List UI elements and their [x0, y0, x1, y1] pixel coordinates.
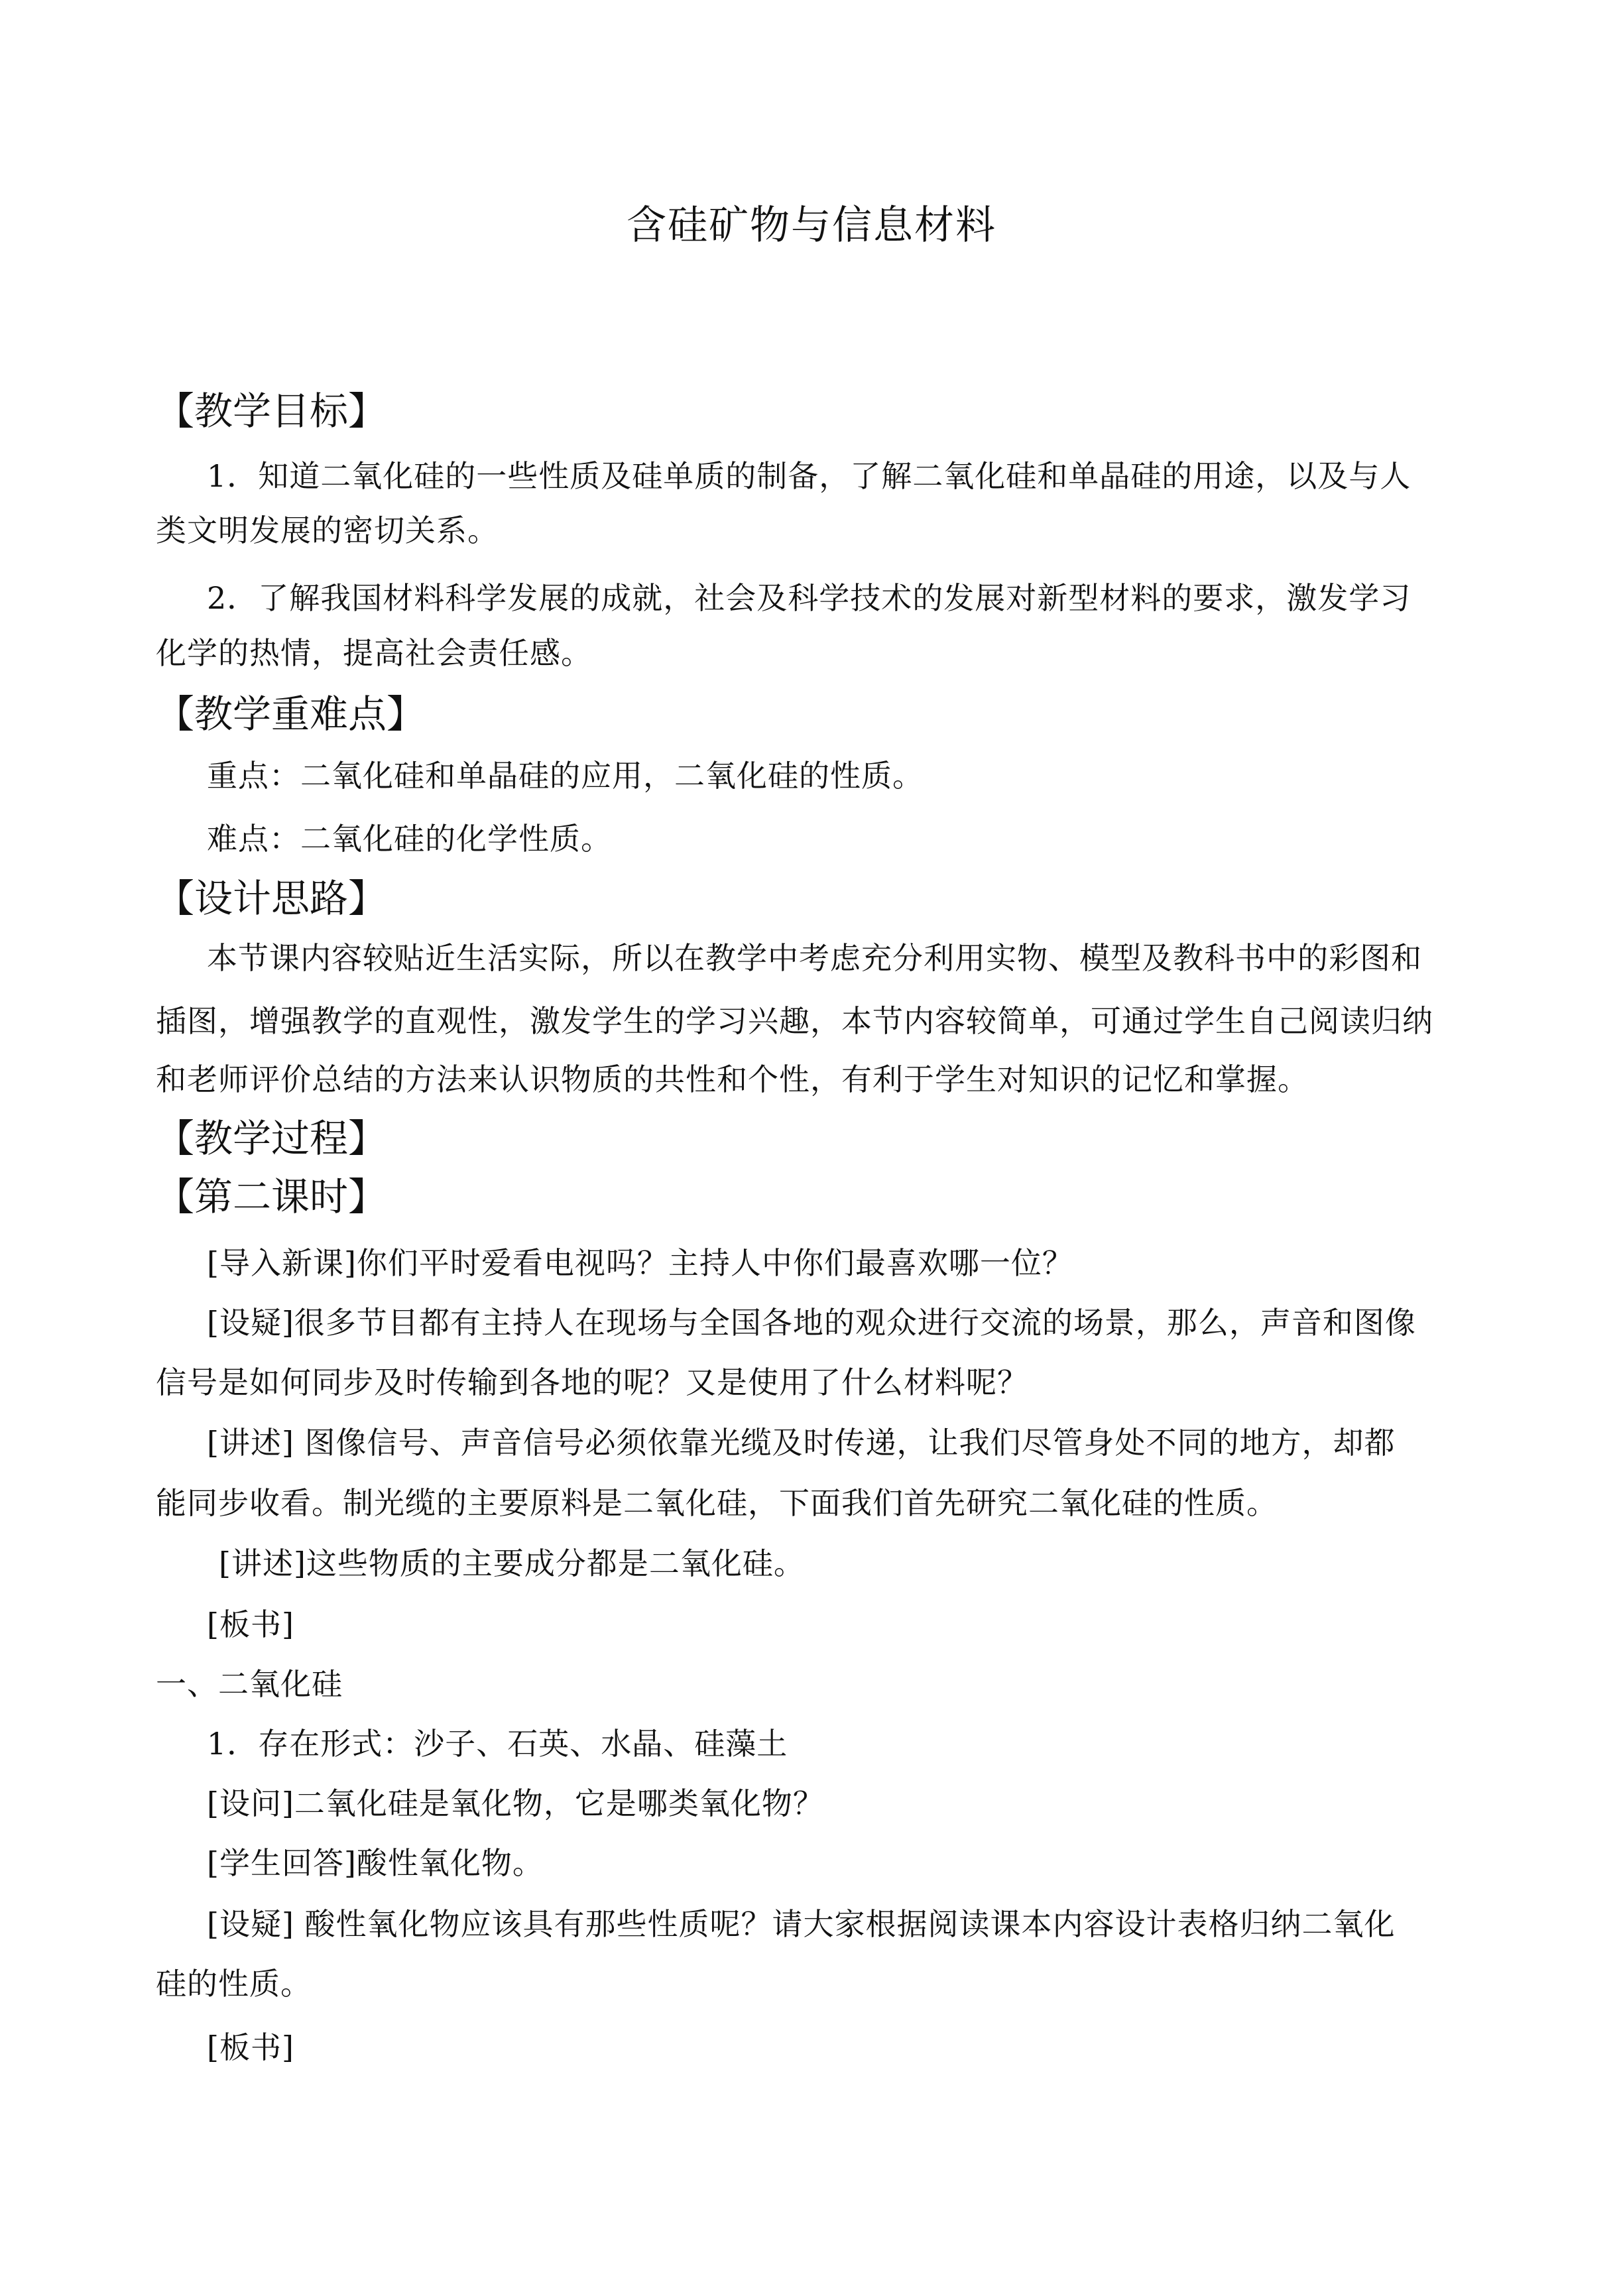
question-1-line-2: 信号是如何同步及时传输到各地的呢？又是使用了什么材料呢？ — [156, 1364, 1028, 1400]
key-point-difficulty: 难点：二氧化硅的化学性质。 — [207, 821, 612, 857]
design-line-2: 插图，增强教学的直观性，激发学生的学习兴趣，本节内容较简单，可通过学生自己阅读归纳 — [156, 1003, 1433, 1039]
section-1-heading: 一、二氧化硅 — [156, 1666, 343, 1702]
existence-line: 1．存在形式：沙子、石英、水晶、硅藻土 — [207, 1726, 788, 1762]
objective-1-line-1: 1．知道二氧化硅的一些性质及硅单质的制备，了解二氧化硅和单晶硅的用途，以及与人 — [207, 458, 1412, 494]
lecture-2-line: [讲述]这些物质的主要成分都是二氧化硅。 — [219, 1545, 805, 1581]
design-line-3: 和老师评价总结的方法来认识物质的共性和个性，有利于学生对知识的记忆和掌握。 — [156, 1061, 1309, 1097]
question-2-line-1: [设疑] 酸性氧化物应该具有那些性质呢？请大家根据阅读课本内容设计表格归纳二氧化 — [207, 1906, 1396, 1942]
objectives-heading: 【教学目标】 — [156, 389, 387, 434]
objective-2-line-2: 化学的热情，提高社会责任感。 — [156, 635, 592, 671]
board-1-label: [板书] — [207, 1606, 294, 1642]
design-line-1: 本节课内容较贴近生活实际，所以在教学中考虑充分利用实物、模型及教科书中的彩图和 — [207, 940, 1422, 976]
process-heading: 【教学过程】 — [156, 1116, 387, 1161]
lecture-1-line-2: 能同步收看。制光缆的主要原料是二氧化硅，下面我们首先研究二氧化硅的性质。 — [156, 1485, 1278, 1521]
answer-line: [学生回答]酸性氧化物。 — [207, 1845, 544, 1881]
lesson-heading: 【第二课时】 — [156, 1174, 387, 1219]
lecture-1-line-1: [讲述] 图像信号、声音信号必须依靠光缆及时传递，让我们尽管身处不同的地方，却都 — [207, 1425, 1396, 1461]
intro-line: [导入新课]你们平时爱看电视吗？主持人中你们最喜欢哪一位？ — [207, 1245, 1073, 1281]
question-2-line-2: 硅的性质。 — [156, 1966, 312, 2002]
objective-1-line-2: 类文明发展的密切关系。 — [156, 513, 499, 548]
document-title: 含硅矿物与信息材料 — [627, 202, 996, 249]
design-heading: 【设计思路】 — [156, 876, 387, 921]
key-point-focus: 重点：二氧化硅和单晶硅的应用，二氧化硅的性质。 — [207, 758, 924, 794]
objective-2-line-1: 2．了解我国材料科学发展的成就，社会及科学技术的发展对新型材料的要求，激发学习 — [207, 580, 1412, 616]
ask-line: [设问]二氧化硅是氧化物，它是哪类氧化物？ — [207, 1785, 824, 1821]
question-1-line-1: [设疑]很多节目都有主持人在现场与全国各地的观众进行交流的场景，那么，声音和图像 — [207, 1305, 1416, 1341]
key-points-heading: 【教学重难点】 — [156, 692, 426, 737]
board-2-label: [板书] — [207, 2029, 294, 2065]
